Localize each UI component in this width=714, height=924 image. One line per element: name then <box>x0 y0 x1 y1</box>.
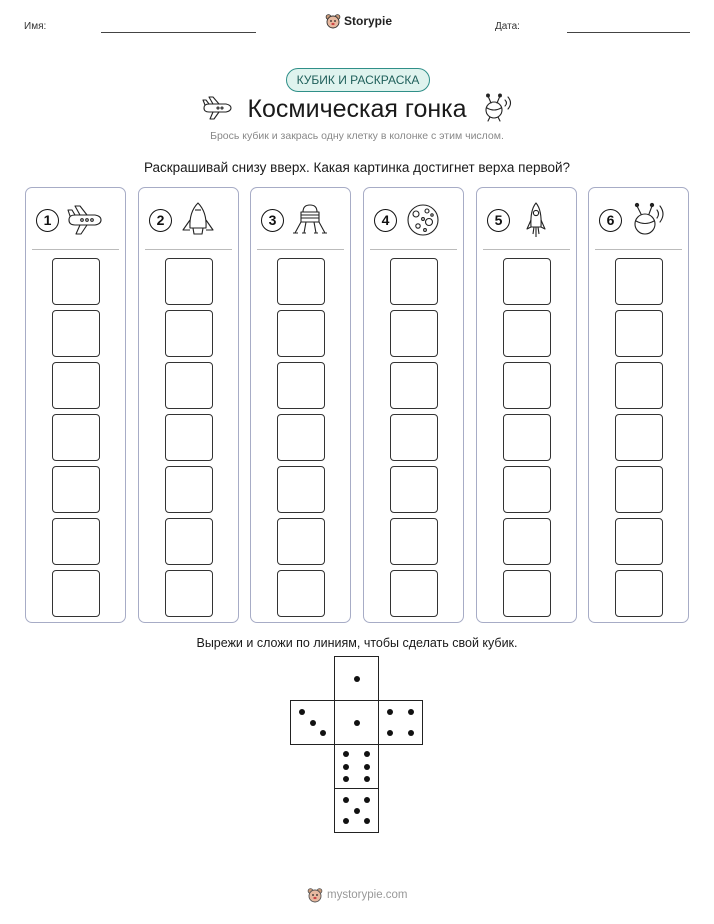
coloring-instruction: Раскрашивай снизу вверх. Какая картинка достигнет верха первой? <box>143 160 571 175</box>
small-rocket-icon <box>516 200 556 240</box>
race-column-2 <box>138 187 239 623</box>
dice-pip <box>387 730 393 736</box>
lunar-lander-icon <box>290 200 330 240</box>
column-number: 4 <box>374 209 397 232</box>
column-number: 2 <box>149 209 172 232</box>
color-cell[interactable] <box>52 414 100 461</box>
name-field-line[interactable] <box>101 32 256 33</box>
color-cell[interactable] <box>277 570 325 617</box>
column-header <box>261 200 344 240</box>
color-cell[interactable] <box>503 362 551 409</box>
brand-logo <box>325 13 392 29</box>
dice-pip <box>364 797 370 803</box>
page-title: Космическая гонка <box>247 95 467 123</box>
color-cell[interactable] <box>277 362 325 409</box>
color-cell[interactable] <box>390 258 438 305</box>
dice-pip <box>387 709 393 715</box>
color-cell[interactable] <box>277 310 325 357</box>
dice-pip <box>310 720 316 726</box>
column-header <box>36 200 119 240</box>
dice-pip <box>364 764 370 770</box>
color-cell[interactable] <box>390 570 438 617</box>
footer <box>307 884 417 906</box>
color-cell[interactable] <box>165 362 213 409</box>
dice-pip <box>343 797 349 803</box>
dice-pip <box>354 720 360 726</box>
satellite-icon <box>628 200 668 240</box>
color-cell[interactable] <box>615 362 663 409</box>
dice-face-5 <box>334 788 379 833</box>
color-cell[interactable] <box>165 466 213 513</box>
brand-name: Storypie <box>344 14 393 28</box>
color-cell[interactable] <box>277 258 325 305</box>
color-cell[interactable] <box>503 518 551 565</box>
dice-pip <box>354 676 360 682</box>
race-column-6 <box>588 187 689 623</box>
dice-face-1 <box>334 700 379 745</box>
dice-pip <box>343 818 349 824</box>
satellite-title-icon <box>480 92 514 122</box>
dice-pip <box>408 730 414 736</box>
column-number: 3 <box>261 209 284 232</box>
color-cell[interactable] <box>165 310 213 357</box>
dice-face-4 <box>378 700 423 745</box>
column-number: 5 <box>487 209 510 232</box>
dice-pip <box>354 808 360 814</box>
color-cell[interactable] <box>503 570 551 617</box>
color-cell[interactable] <box>615 414 663 461</box>
color-cell[interactable] <box>390 414 438 461</box>
dice-pip <box>320 730 326 736</box>
race-column-1 <box>25 187 126 623</box>
date-field-line[interactable] <box>567 32 690 33</box>
bear-face-icon <box>325 13 341 29</box>
color-cell[interactable] <box>277 466 325 513</box>
color-cell[interactable] <box>503 258 551 305</box>
dice-face-3 <box>290 700 335 745</box>
dice-pip <box>364 776 370 782</box>
moon-icon <box>403 200 443 240</box>
color-cell[interactable] <box>503 414 551 461</box>
color-cell[interactable] <box>52 570 100 617</box>
color-cell[interactable] <box>52 258 100 305</box>
column-header <box>487 200 570 240</box>
color-cell[interactable] <box>277 414 325 461</box>
color-cell[interactable] <box>165 570 213 617</box>
activity-badge: КУБИК И РАСКРАСКА <box>286 68 430 92</box>
column-header <box>599 200 682 240</box>
color-cell[interactable] <box>390 518 438 565</box>
color-cell[interactable] <box>390 362 438 409</box>
page-subtitle: Брось кубик и закрась одну клетку в колонке с этим числом. <box>210 130 504 142</box>
color-cell[interactable] <box>615 310 663 357</box>
color-cell[interactable] <box>390 466 438 513</box>
color-cell[interactable] <box>165 518 213 565</box>
race-column-3 <box>250 187 351 623</box>
name-label: Имя: <box>24 21 47 32</box>
column-number: 6 <box>599 209 622 232</box>
airplane-icon <box>65 200 105 240</box>
dice-face-1 <box>334 656 379 701</box>
color-cell[interactable] <box>390 310 438 357</box>
dice-pip <box>299 709 305 715</box>
color-cell[interactable] <box>503 466 551 513</box>
color-cell[interactable] <box>52 466 100 513</box>
footer-url[interactable]: mystorypie.com <box>327 889 408 901</box>
rocket-icon <box>178 200 218 240</box>
color-cell[interactable] <box>277 518 325 565</box>
dice-pip <box>364 751 370 757</box>
dice-pip <box>364 818 370 824</box>
bear-face-icon <box>307 887 323 903</box>
color-cell[interactable] <box>52 518 100 565</box>
color-cell[interactable] <box>52 310 100 357</box>
dice-pip <box>343 764 349 770</box>
color-cell[interactable] <box>165 258 213 305</box>
column-number: 1 <box>36 209 59 232</box>
dice-face-6 <box>334 744 379 789</box>
color-cell[interactable] <box>503 310 551 357</box>
race-column-4 <box>363 187 464 623</box>
column-header <box>149 200 232 240</box>
race-column-5 <box>476 187 577 623</box>
date-label: Дата: <box>495 21 520 32</box>
color-cell[interactable] <box>615 258 663 305</box>
color-cell[interactable] <box>615 466 663 513</box>
color-cell[interactable] <box>615 518 663 565</box>
color-cell[interactable] <box>165 414 213 461</box>
dice-pip <box>343 776 349 782</box>
dice-pip <box>343 751 349 757</box>
color-cell[interactable] <box>615 570 663 617</box>
column-header <box>374 200 457 240</box>
cube-instruction: Вырежи и сложи по линиям, чтобы сделать свой кубик. <box>196 636 518 650</box>
dice-pip <box>408 709 414 715</box>
color-cell[interactable] <box>52 362 100 409</box>
